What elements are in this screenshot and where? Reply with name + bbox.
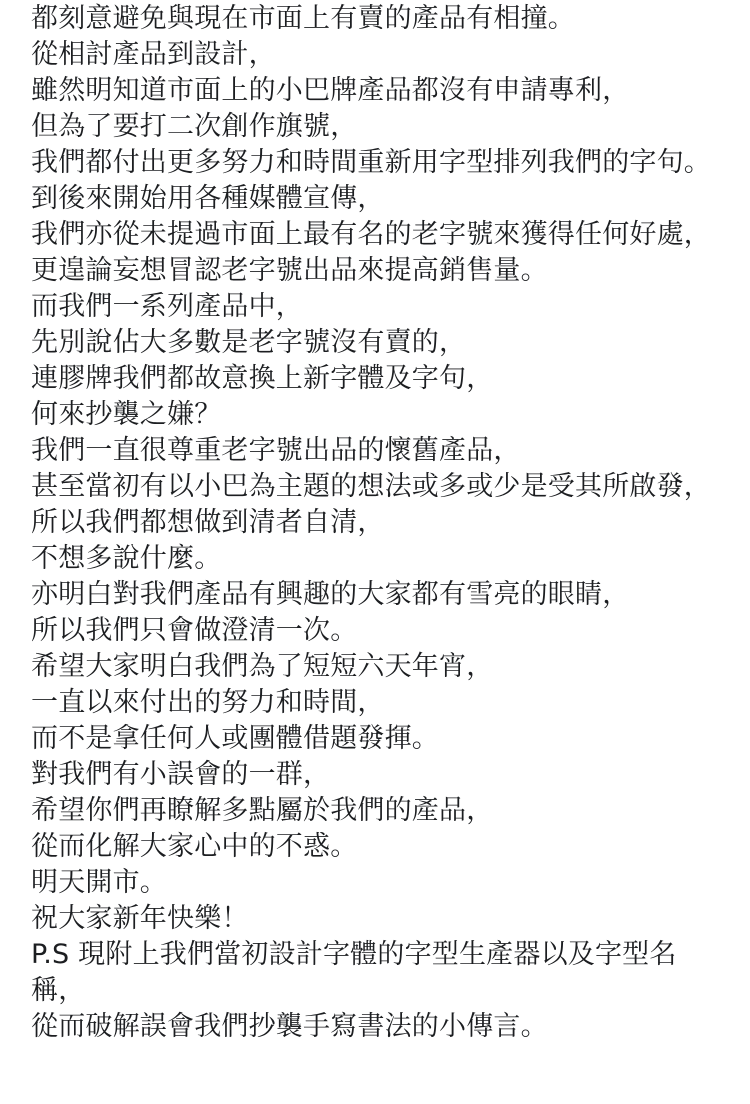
post-line: 從而破解誤會我們抄襲手寫書法的小傳言。 bbox=[31, 1011, 548, 1042]
post-line: 一直以來付出的努力和時間， bbox=[31, 687, 385, 718]
post-line: 我們都付出更多努力和時間重新用字型排列我們的字句。 bbox=[31, 147, 711, 178]
post-line: 明天開市。 bbox=[31, 867, 167, 898]
post-line: 但為了要打二次創作旗號， bbox=[31, 111, 358, 142]
post-line: 何來抄襲之嫌？ bbox=[31, 399, 222, 430]
post-line: 不想多說什麼。 bbox=[31, 543, 222, 574]
post-body-text bbox=[31, 1, 721, 1045]
post-line: 我們亦從未提過市面上最有名的老字號來獲得任何好處， bbox=[31, 219, 711, 250]
post-line: 對我們有小誤會的一群， bbox=[31, 759, 331, 790]
post-line: 所以我們都想做到清者自清， bbox=[31, 507, 385, 538]
post-line: P.S 現附上我們當初設計字體的字型生產器以及字型名稱， bbox=[31, 939, 677, 1006]
post-line: 更遑論妄想冒認老字號出品來提高銷售量。 bbox=[31, 255, 548, 286]
post-line: 雖然明知道市面上的小巴牌產品都沒有申請專利， bbox=[31, 75, 630, 106]
post-line: 到後來開始用各種媒體宣傳， bbox=[31, 183, 385, 214]
post-line: 甚至當初有以小巴為主題的想法或多或少是受其所啟發， bbox=[31, 471, 711, 502]
post-line: 所以我們只會做澄清一次。 bbox=[31, 615, 358, 646]
post-line: 從而化解大家心中的不惑。 bbox=[31, 831, 358, 862]
post-line: 都刻意避免與現在市面上有賣的產品有相撞。 bbox=[31, 3, 575, 34]
post-line: 希望你們再瞭解多點屬於我們的產品， bbox=[31, 795, 494, 826]
post-line: 而不是拿任何人或團體借題發揮。 bbox=[31, 723, 439, 754]
post-line: 希望大家明白我們為了短短六天年宵， bbox=[31, 651, 494, 682]
post-line: 連膠牌我們都故意換上新字體及字句， bbox=[31, 363, 494, 394]
post-line: 祝大家新年快樂！ bbox=[31, 903, 249, 934]
post-line: 先別說佔大多數是老字號沒有賣的， bbox=[31, 327, 467, 358]
post-line: 而我們一系列產品中， bbox=[31, 291, 303, 322]
post-line: 我們一直很尊重老字號出品的懷舊產品， bbox=[31, 435, 521, 466]
post-line: 亦明白對我們產品有興趣的大家都有雪亮的眼睛， bbox=[31, 579, 630, 610]
post-line: 從相討產品到設計， bbox=[31, 39, 276, 70]
